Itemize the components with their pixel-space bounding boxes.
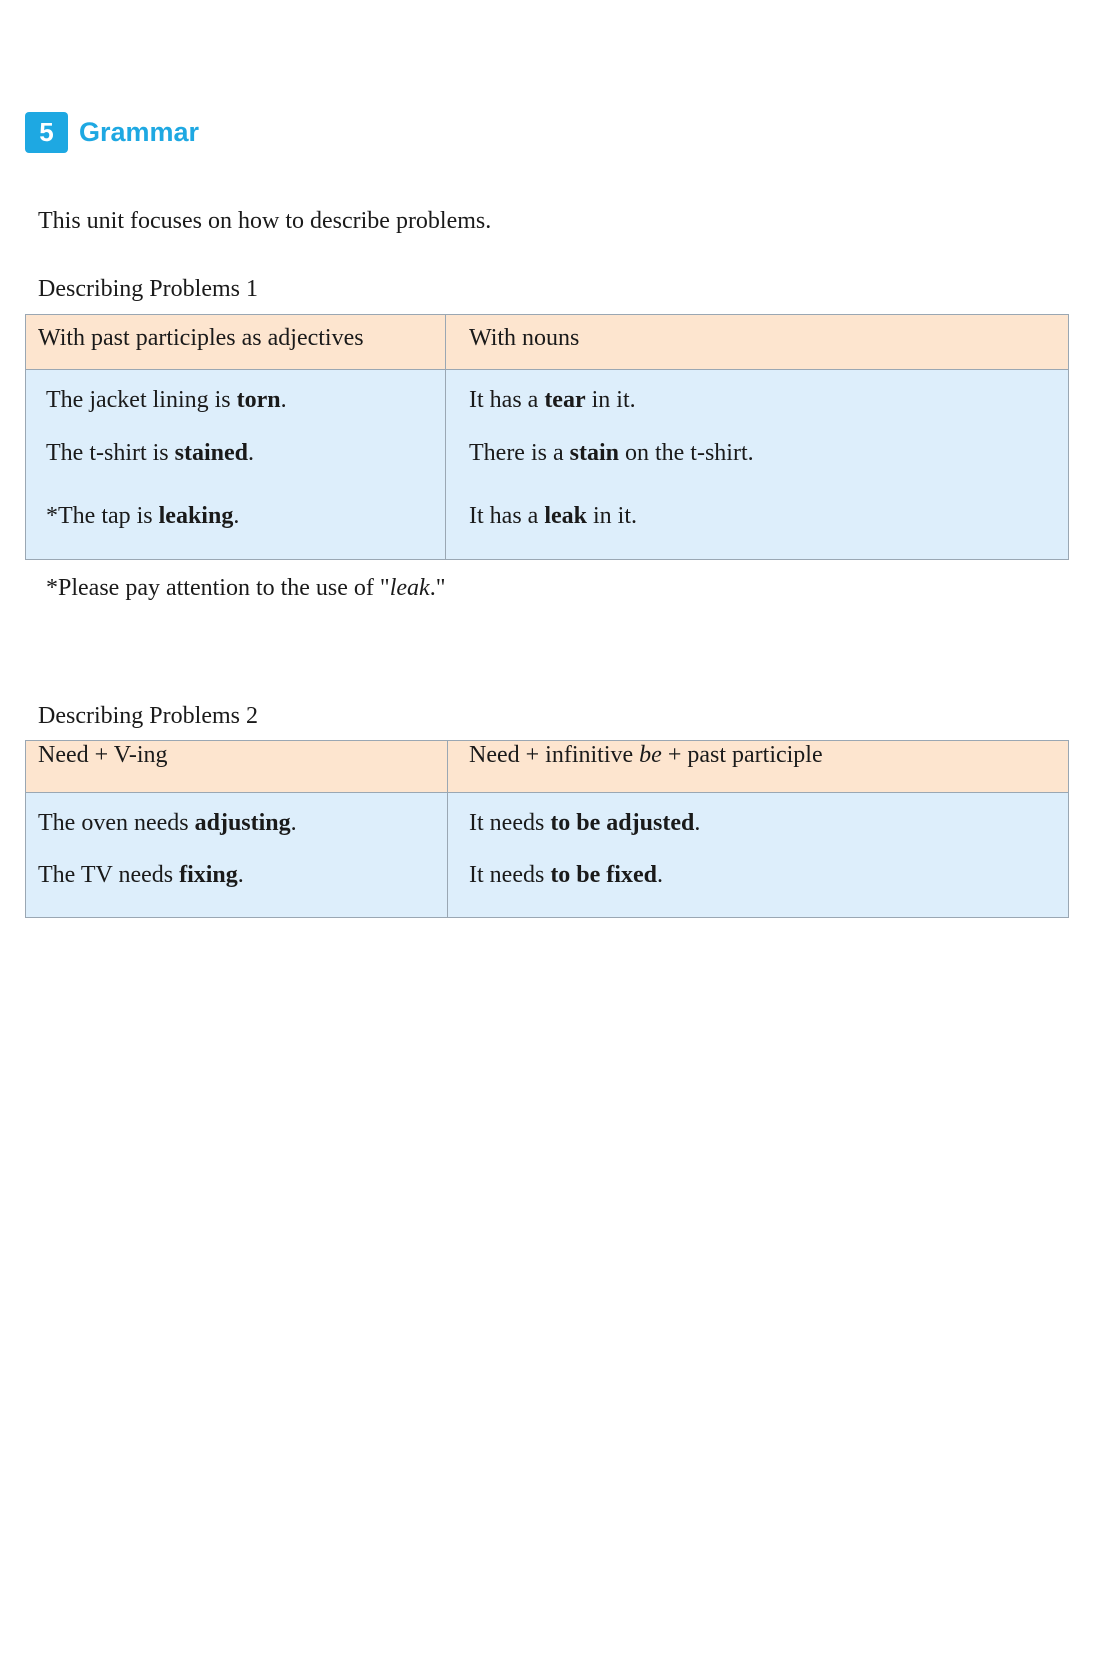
example-sentence xyxy=(469,793,1068,855)
sentence-text: The jacket lining is xyxy=(46,387,237,413)
sentence-text: The TV needs xyxy=(38,862,180,888)
sentence-text: The t-shirt is xyxy=(46,440,175,466)
table2-caption: Describing Problems 2 xyxy=(38,703,258,729)
key-word: to be adjusted xyxy=(550,810,695,836)
sentence-text: *The tap is xyxy=(46,503,159,529)
example-sentence xyxy=(469,370,1068,433)
example-sentence xyxy=(469,433,1068,496)
sentence-text: It needs xyxy=(469,810,551,836)
sentence-text: in it. xyxy=(585,387,636,413)
table-row xyxy=(26,793,1069,918)
describing-problems-2-table xyxy=(25,740,1069,918)
key-word: leak xyxy=(544,503,587,529)
section-title: Grammar xyxy=(79,117,200,147)
footnote-text: *Please pay attention to the use of " xyxy=(46,575,390,601)
footnote-italic-word: leak xyxy=(389,575,430,601)
example-sentence xyxy=(469,855,1068,917)
v-ing-examples-cell xyxy=(26,793,448,918)
sentence-text: . xyxy=(656,862,663,888)
section-number-badge: 5 xyxy=(25,112,68,153)
section-header xyxy=(25,112,199,153)
noun-examples-cell xyxy=(446,370,1069,560)
sentence-text: . xyxy=(280,387,287,413)
key-word: torn xyxy=(236,387,281,413)
sentence-text: It has a xyxy=(469,387,545,413)
table-header-cell xyxy=(26,741,448,793)
intro-text: This unit focuses on how to describe problems. xyxy=(38,208,492,234)
sentence-text: . xyxy=(237,862,244,888)
sentence-text: . xyxy=(694,810,701,836)
header-italic-word: be xyxy=(639,742,662,768)
table-header-cell: With past participles as adjectives xyxy=(26,315,446,370)
sentence-text: . xyxy=(233,503,240,529)
example-sentence xyxy=(46,496,445,559)
key-word: fixing xyxy=(179,862,238,888)
sentence-text: on the t-shirt. xyxy=(618,440,754,466)
example-sentence xyxy=(38,855,447,917)
key-word: to be fixed xyxy=(550,862,657,888)
describing-problems-1-table xyxy=(25,314,1069,560)
infinitive-examples-cell xyxy=(448,793,1069,918)
header-text: Need + V-ing xyxy=(38,742,168,768)
table1-caption: Describing Problems 1 xyxy=(38,276,258,302)
sentence-text: There is a xyxy=(469,440,570,466)
footnote-text: ." xyxy=(429,575,446,601)
key-word: stained xyxy=(174,440,249,466)
footnote xyxy=(46,575,446,602)
sentence-text: The oven needs xyxy=(38,810,195,836)
key-word: adjusting xyxy=(194,810,291,836)
table-header-row xyxy=(26,315,1069,370)
table-header-row xyxy=(26,741,1069,793)
sentence-text: . xyxy=(290,810,297,836)
sentence-text: It needs xyxy=(469,862,551,888)
table-row xyxy=(26,370,1069,560)
table-header-cell: With nouns xyxy=(446,315,1069,370)
example-sentence xyxy=(46,433,445,496)
key-word: tear xyxy=(544,387,586,413)
example-sentence xyxy=(38,793,447,855)
example-sentence xyxy=(46,370,445,433)
adjective-examples-cell xyxy=(26,370,446,560)
sentence-text: It has a xyxy=(469,503,545,529)
table-header-cell xyxy=(448,741,1069,793)
sentence-text: . xyxy=(248,440,255,466)
header-text: + past participle xyxy=(661,742,823,768)
header-text: Need + infinitive xyxy=(469,742,640,768)
key-word: stain xyxy=(569,440,619,466)
example-sentence xyxy=(469,496,1068,559)
key-word: leaking xyxy=(158,503,234,529)
sentence-text: in it. xyxy=(586,503,637,529)
